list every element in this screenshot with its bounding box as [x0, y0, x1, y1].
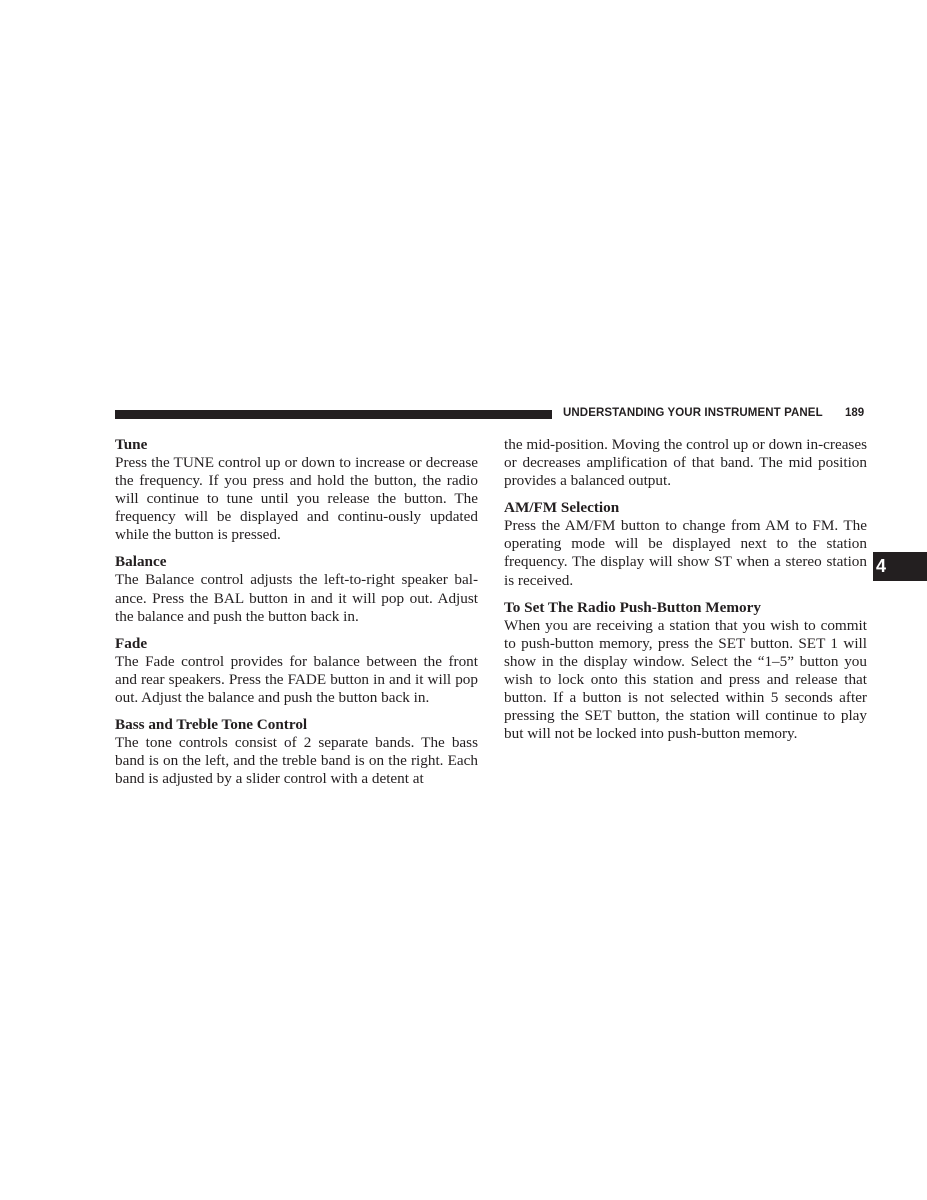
section-heading: Bass and Treble Tone Control: [115, 716, 308, 734]
section-text: The Fade control provides for balance between the front and rear speakers. Press the FADE button in and it will pop out. Adjust the balance and push the button back in.: [115, 652, 478, 706]
right-column: [504, 436, 867, 752]
section-tune: [115, 436, 478, 544]
left-column: [115, 436, 478, 797]
page-number: 189: [845, 407, 865, 419]
section-bass-treble: [115, 716, 478, 788]
section-text: The tone controls consist of 2 separate bands. The bass band is on the left, and the treble band is on the right. Each band is adjusted by a slider control with a detent at: [115, 734, 478, 788]
section-am-fm: [504, 499, 867, 589]
section-text: Press the TUNE control up or down to increase or decrease the frequency. If you press and hold the button, the radio will continue to tune until you release the button. The frequency will be displayed and continu-ously updated while the button is pressed.: [115, 454, 478, 544]
chapter-tab: 4: [873, 552, 927, 581]
section-heading: Fade: [115, 634, 148, 652]
continuation-text: the mid-position. Moving the control up or down in-creases or decreases amplification of that band. The mid position provides a balanced output.: [504, 436, 867, 490]
section-text: The Balance control adjusts the left-to-right speaker bal-ance. Press the BAL button in and it will pop out. Adjust the balance and push the button back in.: [115, 571, 478, 625]
section-text: Press the AM/FM button to change from AM to FM. The operating mode will be displayed next to the station frequency. The display will show ST when a stereo station is received.: [504, 517, 867, 589]
section-heading: Balance: [115, 553, 167, 571]
header-rule: [115, 410, 552, 419]
section-continuation: [504, 436, 867, 490]
section-push-button-memory: [504, 599, 867, 744]
section-text: When you are receiving a station that you wish to commit to push-button memory, press the SET button. SET 1 will show in the display window. Select the “1–5” button you wish to lock onto this station and press and release that button. If a button is not selected within 5 seconds after pressing the SET button, the station will continue to play but will not be locked into push-button memory.: [504, 616, 867, 743]
section-heading: To Set The Radio Push-Button Memory: [504, 598, 761, 616]
running-header-title: UNDERSTANDING YOUR INSTRUMENT PANEL: [563, 407, 823, 419]
section-balance: [115, 553, 478, 625]
section-fade: [115, 635, 478, 707]
section-heading: AM/FM Selection: [504, 499, 620, 517]
section-heading: Tune: [115, 436, 148, 453]
